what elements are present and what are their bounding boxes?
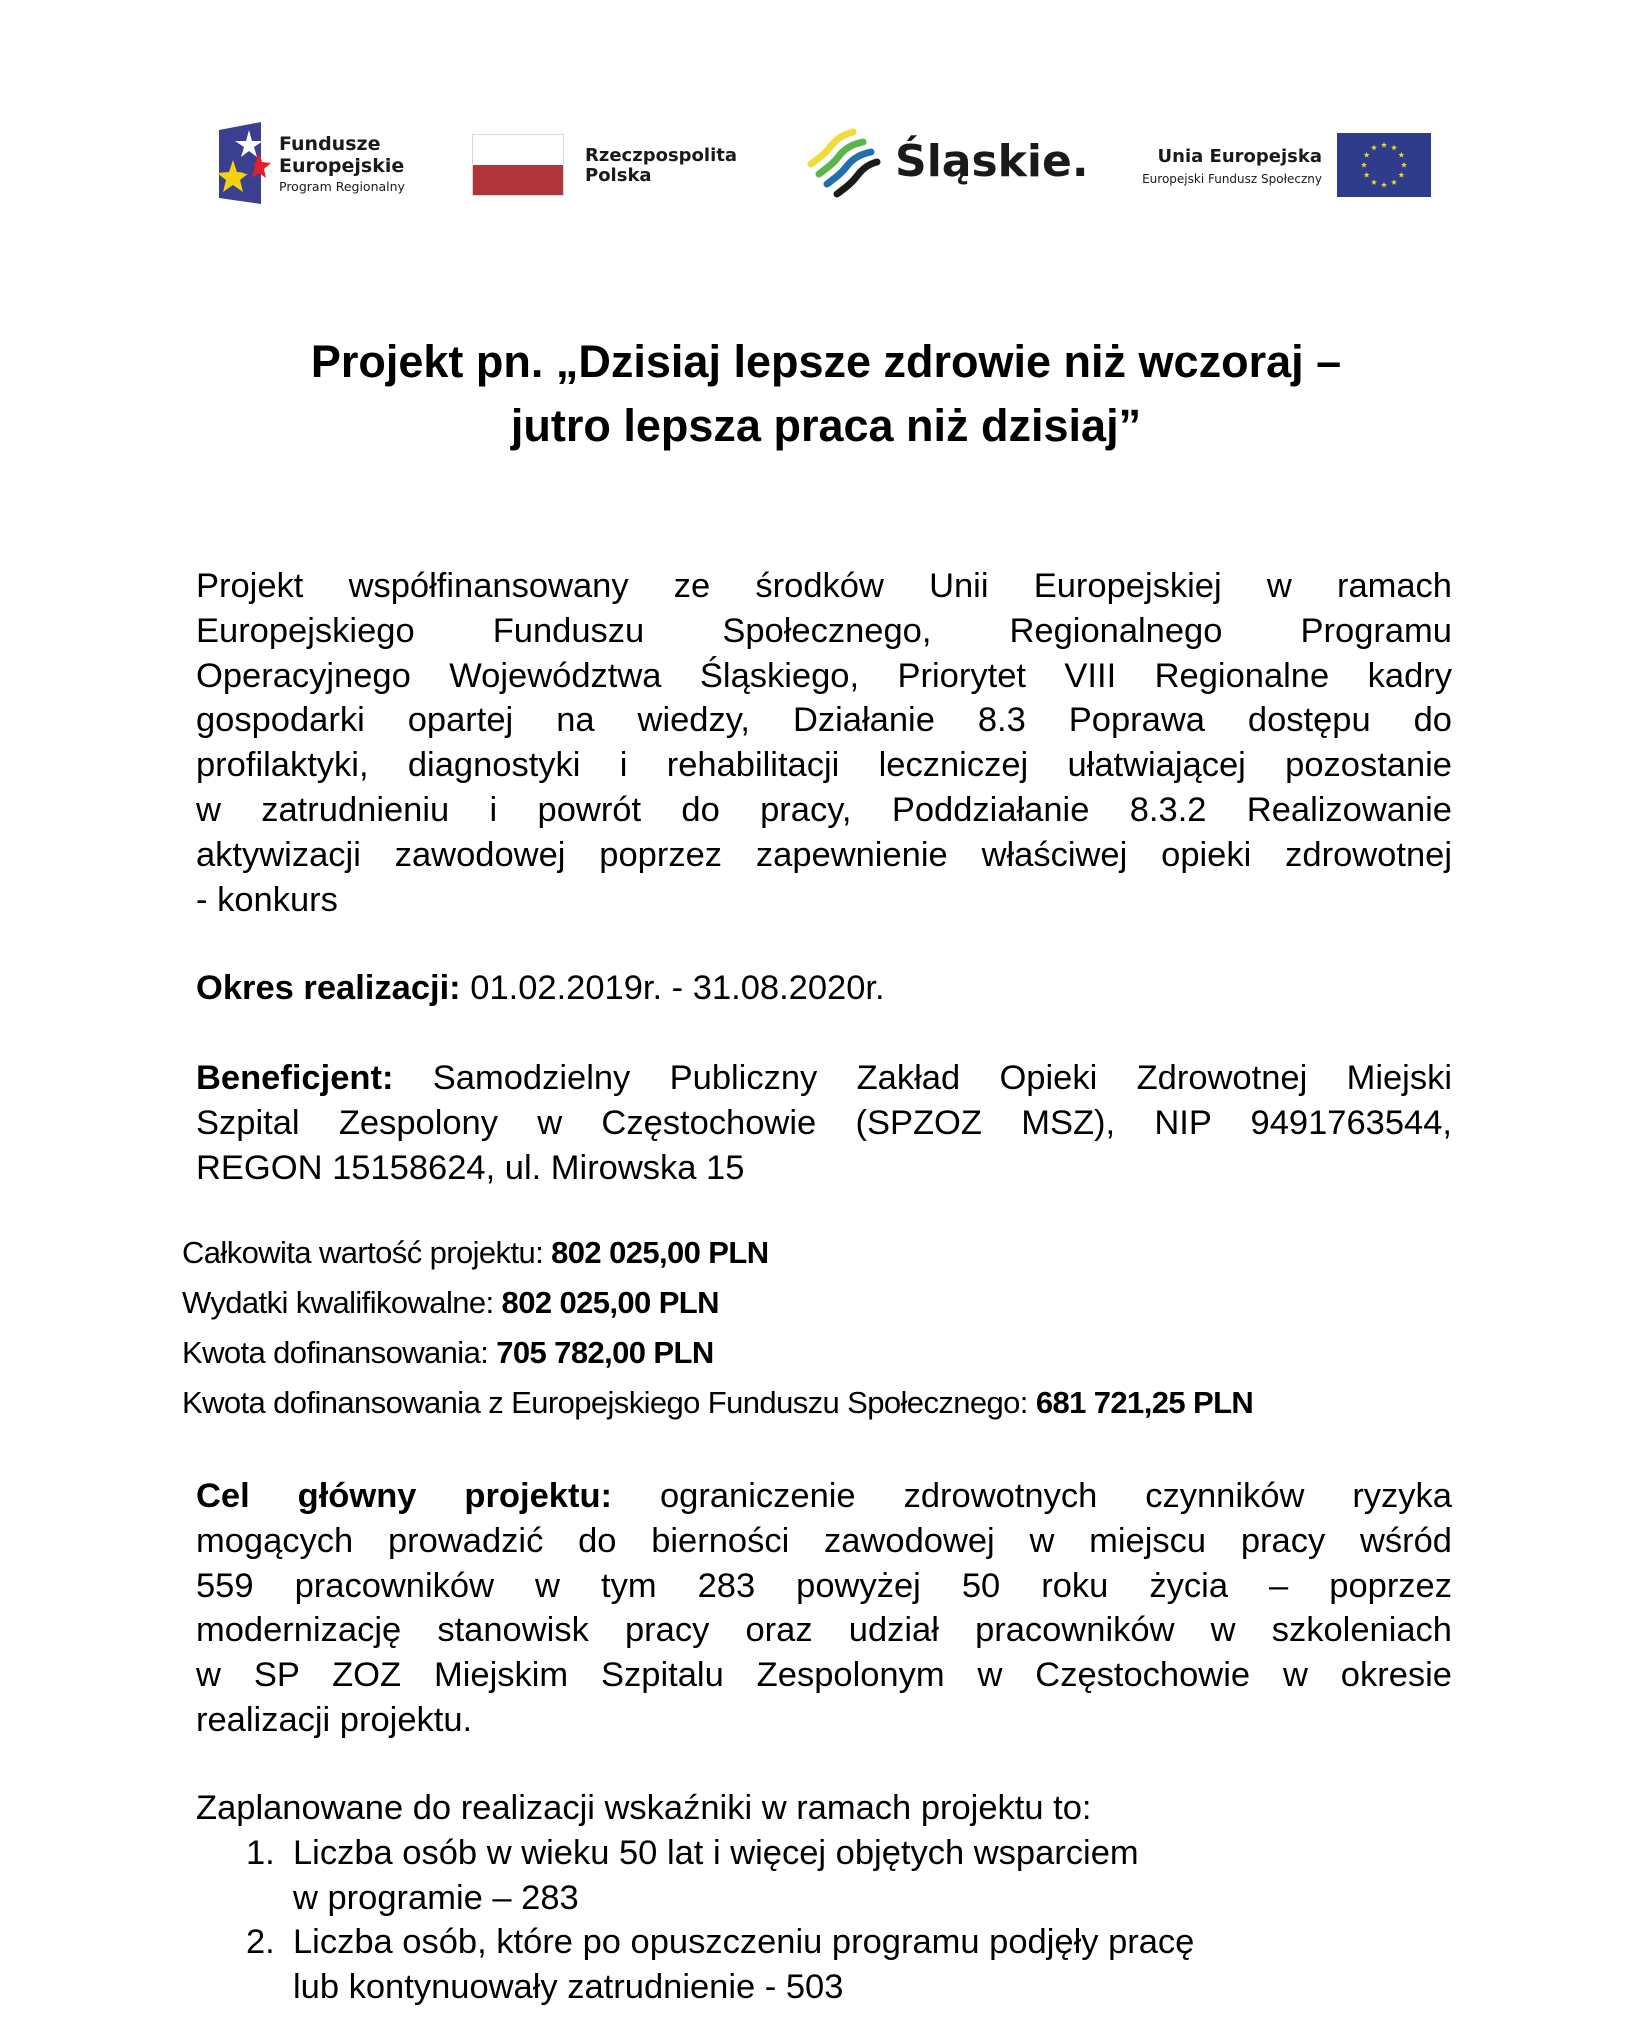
indicator-text: Liczba osób, które po opuszczeniu programu podjęły pracę (293, 1923, 1195, 1962)
intro-line: w zatrudnieniu i powrót do pracy, Poddziałanie 8.3.2 Realizowanie (196, 790, 1452, 829)
rzeczpospolita-line1: Rzeczpospolita (585, 145, 737, 166)
fundusze-europejskie-stars-icon (215, 122, 271, 204)
beneficiary-line: Samodzielny Publiczny Zakład Opieki Zdrowotnej Miejski (393, 1059, 1452, 1097)
indicator-item (196, 1920, 1194, 2010)
finance-value: 802 025,00 PLN (501, 1285, 719, 1320)
unia-line1: Unia Europejska (1157, 146, 1322, 167)
intro-line: gospodarki opartej na wiedzy, Działanie 8.3 Poprawa dostępu do (196, 701, 1452, 740)
indicators-intro: Zaplanowane do realizacji wskaźniki w ramach projektu to: (196, 1789, 1092, 1827)
goal-section (196, 1474, 1452, 1743)
slaskie-waves-icon (805, 128, 881, 200)
intro-line: profilaktyki, diagnostyki i rehabilitacji leczniczej ułatwiającej pozostanie (196, 746, 1452, 785)
indicator-number: 1. (246, 1833, 275, 1872)
fundusze-line2: Europejskie (279, 155, 405, 177)
finance-value: 681 721,25 PLN (1035, 1385, 1254, 1420)
goal-line: realizacji projektu. (196, 1700, 473, 1739)
intro-paragraph (196, 564, 1452, 922)
polish-flag-icon (472, 134, 564, 196)
intro-line: Operacyjnego Województwa Śląskiego, Priorytet VIII Regionalne kadry (196, 656, 1452, 695)
page-title (0, 330, 1652, 458)
finance-label: Wydatki kwalifikowalne: (182, 1285, 502, 1320)
finance-value: 802 025,00 PLN (551, 1235, 769, 1270)
unia-line2: Europejski Fundusz Społeczny (1142, 172, 1322, 186)
indicator-text: lub kontynuowały zatrudnienie - 503 (293, 1968, 844, 2007)
finance-value: 705 782,00 PLN (496, 1335, 714, 1370)
indicator-text: Liczba osób w wieku 50 lat i więcej objętych wsparciem (293, 1833, 1139, 1872)
finance-row (182, 1328, 1253, 1378)
beneficiary-section (196, 1056, 1452, 1190)
indicator-text: w programie – 283 (293, 1878, 579, 1917)
indicators-section (196, 1786, 1194, 2010)
intro-line: Projekt współfinansowany ze środków Unii Europejskiej w ramach (196, 567, 1452, 605)
goal-label: Cel główny projektu: (196, 1477, 613, 1515)
intro-line: - konkurs (196, 880, 338, 919)
finance-row (182, 1228, 1253, 1278)
period-value: 01.02.2019r. - 31.08.2020r. (460, 969, 885, 1007)
intro-line: Europejskiego Funduszu Społecznego, Regionalnego Programu (196, 611, 1452, 650)
indicator-number: 2. (246, 1923, 275, 1962)
fundusze-line3: Program Regionalny (279, 179, 405, 194)
finance-label: Całkowita wartość projektu: (182, 1235, 552, 1270)
beneficiary-label: Beneficjent: (196, 1059, 394, 1097)
finance-section (182, 1228, 1253, 1428)
rzeczpospolita-line2: Polska (585, 165, 652, 186)
goal-line: mogących prowadzić do bierności zawodowej w miejscu pracy wśród (196, 1521, 1452, 1560)
period-section (196, 966, 1452, 1011)
goal-line: modernizację stanowisk pracy oraz udział pracowników w szkoleniach (196, 1611, 1452, 1650)
beneficiary-line: Szpital Zespolony w Częstochowie (SPZOZ MSZ), NIP 9491763544, (196, 1103, 1452, 1142)
indicator-item (196, 1831, 1194, 1921)
title-line2: jutro lepsza praca niż dzisiaj” (510, 400, 1142, 451)
finance-label: Kwota dofinansowania: (182, 1335, 497, 1370)
finance-row (182, 1378, 1253, 1428)
eu-flag-icon (1337, 133, 1431, 197)
goal-line: 559 pracowników w tym 283 powyżej 50 roku życia – poprzez (196, 1566, 1452, 1605)
slaskie-name: Śląskie. (895, 136, 1089, 187)
goal-line: ograniczenie zdrowotnych czynników ryzyka (612, 1477, 1452, 1515)
goal-line: w SP ZOZ Miejskim Szpitalu Zespolonym w Częstochowie w okresie (196, 1656, 1452, 1695)
finance-label: Kwota dofinansowania z Europejskiego Funduszu Społecznego: (182, 1385, 1036, 1420)
beneficiary-line: REGON 15158624, ul. Mirowska 15 (196, 1148, 745, 1187)
period-label: Okres realizacji: (196, 969, 461, 1007)
title-line1: Projekt pn. „Dzisiaj lepsze zdrowie niż wczoraj – (310, 336, 1342, 387)
intro-line: aktywizacji zawodowej poprzez zapewnienie właściwej opieki zdrowotnej (196, 835, 1452, 874)
fundusze-line1: Fundusze (279, 133, 381, 155)
finance-row (182, 1278, 1253, 1328)
indicators-list (196, 1831, 1194, 2010)
logo-strip (0, 0, 1652, 240)
